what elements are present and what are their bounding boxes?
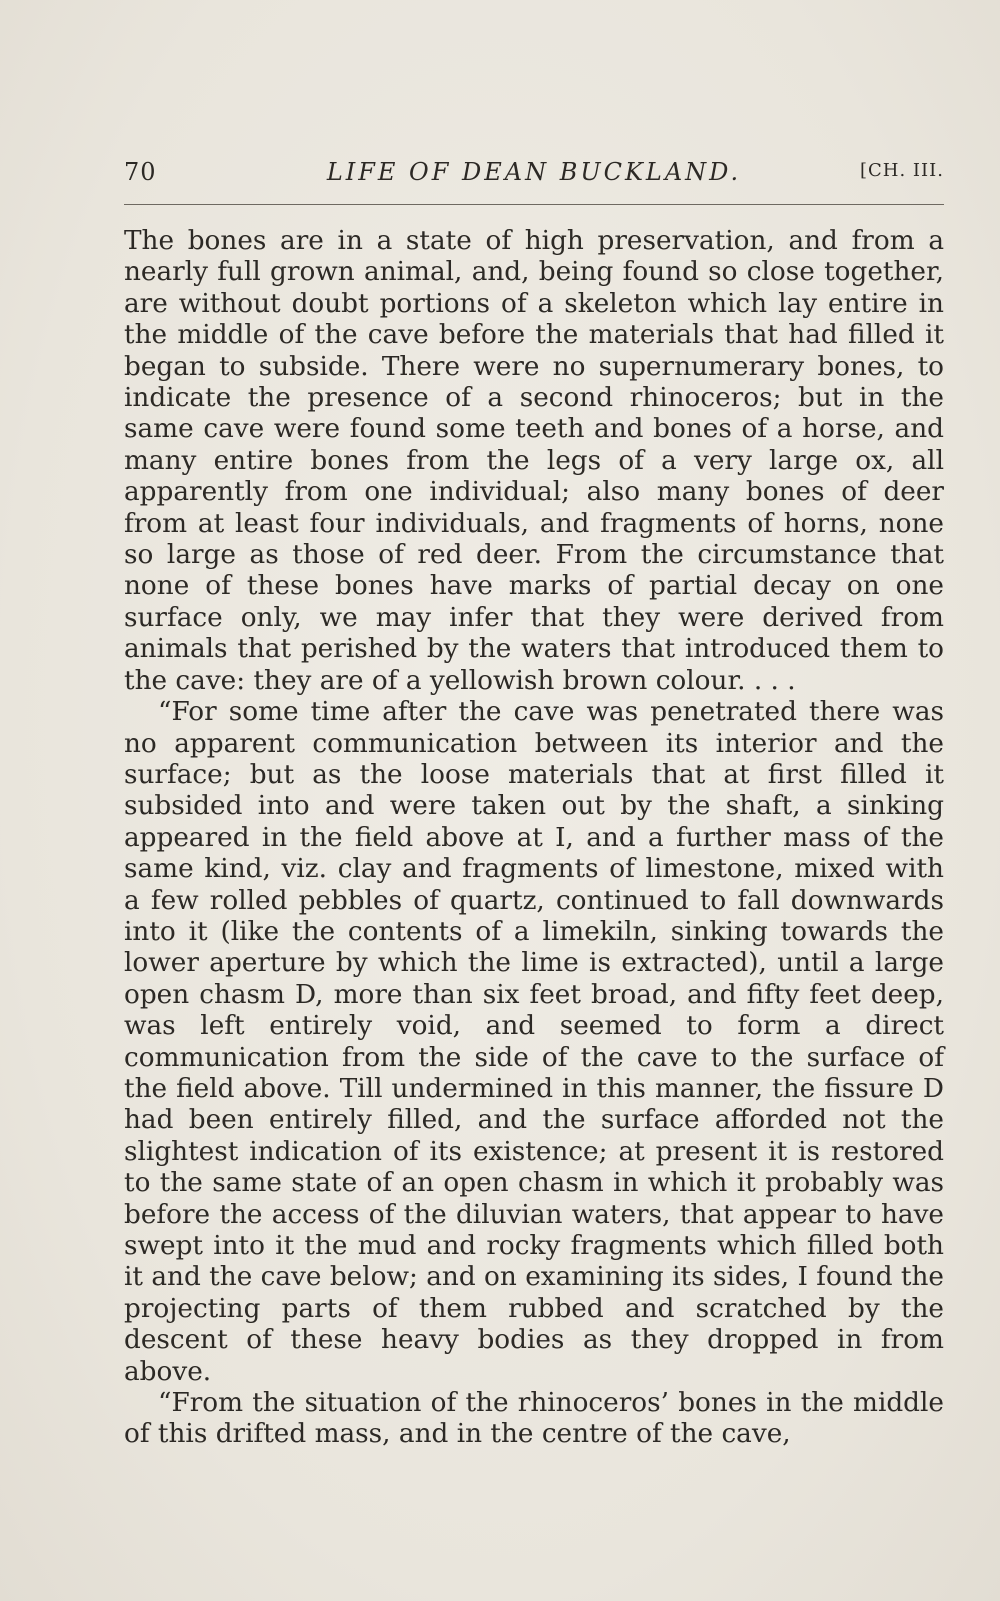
- page-number: 70: [124, 158, 157, 186]
- page-header: [124, 158, 944, 198]
- chapter-marker: [CH. III.: [860, 160, 944, 181]
- paragraph-3: “From the situation of the rhinoceros’ bones in the middle of this drifted mass, and in the centre of the cave,: [124, 1388, 944, 1450]
- running-title: LIFE OF DEAN BUCKLAND.: [326, 158, 742, 186]
- paragraph-2: “For some time after the cave was penetrated there was no apparent communication between its interior and the surface; but as the loose materials that at first filled it subsided into and were taken out by the shaft, a sinking appeared in the field above at I, and a further mass of the same kind, viz. clay and fragments of limestone, mixed with a few rolled pebbles of quartz, continued to fall downwards into it (like the contents of a limekiln, sinking towards the lower aperture by which the lime is extracted), until a large open chasm D, more than six feet broad, and fifty feet deep, was left entirely void, and seemed to form a direct communication from the side of the cave to the surface of the field above. Till undermined in this manner, the fissure D had been entirely filled, and the surface afforded not the slightest indication of its existence; at present it is restored to the same state of an open chasm in which it probably was before the access of the diluvian waters, that appear to have swept into it the mud and rocky fragments which filled both it and the cave below; and on examining its sides, I found the projecting parts of them rubbed and scratched by the descent of these heavy bodies as they dropped in from above.: [124, 697, 944, 1387]
- body-text: [124, 226, 944, 1451]
- header-rule: [124, 204, 944, 205]
- paragraph-1: The bones are in a state of high preservation, and from a nearly full grown animal, and, being found so close together, are without doubt portions of a skeleton which lay entire in the middle of the cave before the materials that had filled it began to subside. There were no supernumerary bones, to indicate the presence of a second rhinoceros; but in the same cave were found some teeth and bones of a horse, and many entire bones from the legs of a very large ox, all apparently from one individual; also many bones of deer from at least four individuals, and fragments of horns, none so large as those of red deer. From the circumstance that none of these bones have marks of partial decay on one surface only, we may infer that they were derived from animals that perished by the waters that introduced them to the cave: they are of a yellowish brown colour. . . .: [124, 226, 944, 696]
